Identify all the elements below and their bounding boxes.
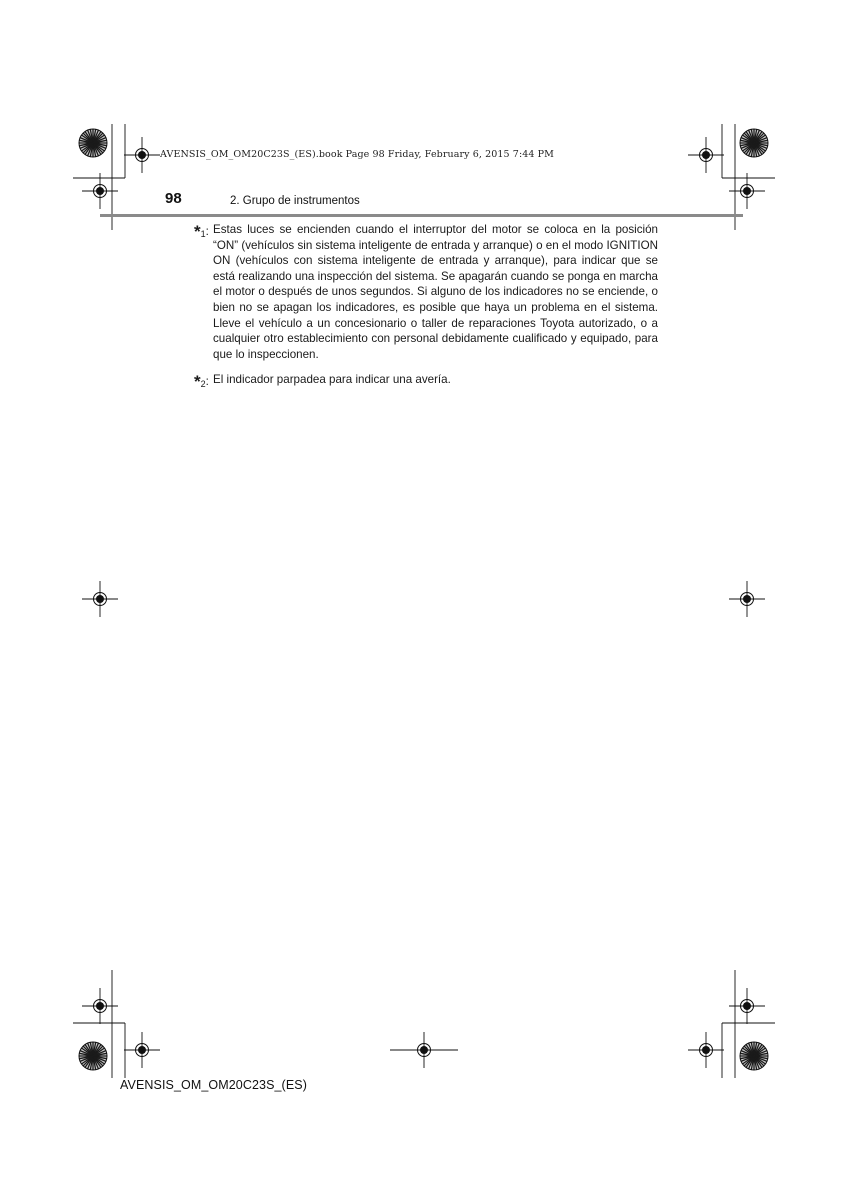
- footnote-1: [194, 222, 658, 362]
- print-info-line: AVENSIS_OM_OM20C23S_(ES).book Page 98 Friday, February 6, 2015 7:44 PM: [160, 149, 554, 160]
- footnote-2: [194, 372, 658, 392]
- header-divider: [100, 214, 743, 217]
- footnote-marker: *1:: [194, 222, 209, 241]
- starburst-mark-top-right: [740, 129, 768, 157]
- footnote-marker: *2:: [194, 372, 209, 392]
- starburst-mark-top-left: [79, 129, 107, 157]
- footnotes: [194, 222, 658, 392]
- footnote-text: El indicador parpadea para indicar una avería.: [213, 373, 451, 387]
- page-number: 98: [165, 190, 182, 207]
- starburst-mark-bottom-right: [740, 1042, 768, 1070]
- section-title: 2. Grupo de instrumentos: [230, 195, 360, 207]
- starburst-mark-bottom-left: [79, 1042, 107, 1070]
- footnote-text: Estas luces se encienden cuando el interruptor del motor se coloca en la posición “ON” (vehículos sin sistema inteligente de entrada y arranque) o en el modo IGNITION ON (vehículos con sistema inteligente de entrada y arranque), para indicar que se está realizando una inspección del sistema. Se apagarán cuando se ponga en marcha el motor o después de unos segundos. Si alguno de los indicadores no se enciende, o bien no se apagan los indicadores, es posible que haya un problema en el sistema. Lleve el vehículo a un concesionario o taller de reparaciones Toyota autorizado, o a cualquier otro establecimiento con personal debidamente cualificado y equipado, para que lo inspeccionen.: [213, 223, 658, 361]
- footer-document-id: AVENSIS_OM_OM20C23S_(ES): [120, 1078, 307, 1092]
